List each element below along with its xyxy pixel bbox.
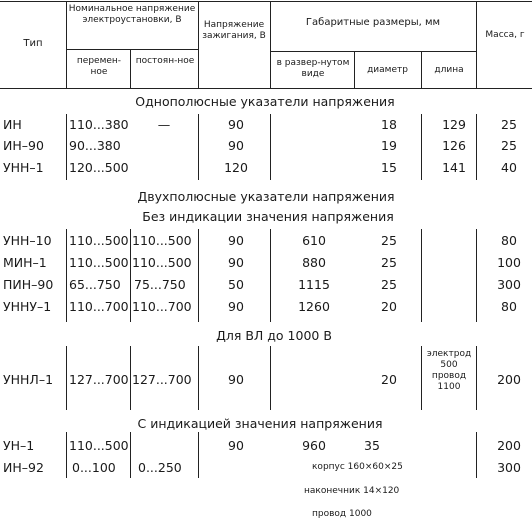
header-mass: Масса, г: [485, 30, 525, 40]
cell-dc: 75...750: [134, 277, 186, 292]
header-type: Тип: [23, 38, 43, 49]
col-rule-1: [66, 1, 67, 89]
cell-type: ПИН–90: [3, 277, 54, 292]
header-ignition: Напряжение зажигания, В: [202, 20, 266, 41]
cell-unfolded: 1115: [298, 277, 330, 292]
note-tip: наконечник 14×120: [304, 486, 400, 496]
cell-unfolded: 1260: [298, 299, 330, 314]
col-rule-2: [130, 49, 131, 89]
cell-type: ИН–92: [3, 460, 44, 475]
cell-mass: 100: [497, 255, 521, 270]
section-heading-overhead-lines: Для ВЛ до 1000 В: [216, 328, 332, 343]
header-bottom-rule: [0, 88, 532, 89]
cell-mass: 300: [497, 460, 521, 475]
cell-dc: 110...500: [132, 255, 192, 270]
body-rule: [476, 346, 477, 410]
cell-diameter: 35: [364, 438, 380, 453]
col-rule-4: [270, 1, 271, 89]
cell-diameter: 20: [381, 299, 397, 314]
cell-ignition: 90: [228, 117, 244, 132]
cell-type: МИН–1: [3, 255, 47, 270]
body-rule: [66, 114, 67, 180]
cell-dc: 127...700: [132, 372, 192, 387]
cell-diameter: 25: [381, 277, 397, 292]
cell-ignition: 120: [224, 160, 248, 175]
body-rule: [198, 432, 199, 478]
note-wire: провод 1000: [312, 509, 372, 519]
cell-unfolded: 960: [302, 438, 326, 453]
cell-diameter: 19: [381, 138, 397, 153]
cell-mass: 300: [497, 277, 521, 292]
cell-mass: 80: [501, 299, 517, 314]
header-unfolded: в развер-нутом виде: [276, 58, 350, 79]
cell-dc: —: [157, 117, 171, 132]
section-heading-no-indication: Без индикации значения напряжения: [142, 209, 394, 224]
cell-ignition: 90: [228, 372, 244, 387]
col-rule-3: [198, 1, 199, 89]
cell-ac: 90...380: [69, 138, 121, 153]
body-rule: [66, 432, 67, 478]
cell-mass: 200: [497, 438, 521, 453]
cell-type: ИН: [3, 117, 22, 132]
body-rule: [270, 346, 271, 410]
header-sub-rule-2: [270, 51, 476, 52]
cell-mass: 25: [501, 117, 517, 132]
cell-mass: 200: [497, 372, 521, 387]
body-rule: [130, 432, 131, 478]
cell-length-electrode-value: 500: [440, 360, 458, 370]
cell-mass: 40: [501, 160, 517, 175]
cell-ac: 110...500: [69, 438, 129, 453]
body-rule: [476, 432, 477, 478]
col-rule-7: [476, 1, 477, 89]
cell-ac: 110...700: [69, 299, 129, 314]
col-rule-5: [354, 51, 355, 89]
header-top-rule: [0, 1, 532, 2]
body-rule: [66, 346, 67, 410]
body-rule: [421, 346, 422, 410]
cell-type: УН–1: [3, 438, 35, 453]
cell-diameter: 25: [381, 255, 397, 270]
cell-ignition: 50: [228, 277, 244, 292]
cell-ignition: 90: [228, 138, 244, 153]
cell-ignition: 90: [228, 299, 244, 314]
cell-ignition: 90: [228, 233, 244, 248]
cell-mass: 25: [501, 138, 517, 153]
cell-dc: 0...250: [138, 460, 182, 475]
cell-ac: 127...700: [69, 372, 129, 387]
cell-length-electrode: электрод: [426, 349, 472, 359]
cell-diameter: 15: [381, 160, 397, 175]
col-rule-6: [421, 51, 422, 89]
body-rule: [66, 229, 67, 322]
cell-diameter: 25: [381, 233, 397, 248]
body-rule: [270, 114, 271, 180]
cell-ac: 110...500: [69, 255, 129, 270]
cell-ac: 120...500: [69, 160, 129, 175]
header-nominal: Номинальное напряжение электроустановки, В: [68, 4, 196, 25]
cell-ignition: 90: [228, 438, 244, 453]
section-heading-single-pole: Однополюсные указатели напряжения: [135, 94, 395, 109]
cell-ac: 110...380: [69, 117, 129, 132]
cell-ac: 110...500: [69, 233, 129, 248]
body-rule: [421, 114, 422, 180]
header-sub-rule-1: [66, 49, 198, 50]
cell-length: 141: [442, 160, 466, 175]
header-dims: Габаритные размеры, мм: [305, 17, 441, 28]
section-heading-double-pole: Двухполюсные указатели напряжения: [137, 189, 395, 204]
cell-ac: 65...750: [69, 277, 121, 292]
cell-type: УННУ–1: [3, 299, 52, 314]
cell-diameter: 20: [381, 372, 397, 387]
body-rule: [476, 229, 477, 322]
cell-length-wire-value: 1100: [437, 382, 461, 392]
header-ac: перемен-ное: [76, 56, 122, 77]
header-diameter: диаметр: [367, 65, 408, 75]
cell-type: ИН–90: [3, 138, 44, 153]
cell-length: 129: [442, 117, 466, 132]
cell-length: 126: [442, 138, 466, 153]
body-rule: [476, 114, 477, 180]
cell-mass: 80: [501, 233, 517, 248]
cell-ignition: 90: [228, 255, 244, 270]
body-rule: [270, 229, 271, 322]
body-rule: [130, 346, 131, 410]
body-rule: [130, 229, 131, 322]
cell-dc: 110...700: [132, 299, 192, 314]
body-rule: [198, 346, 199, 410]
body-rule: [198, 229, 199, 322]
header-dc: постоян-ное: [135, 56, 195, 66]
header-length: длина: [434, 65, 464, 75]
cell-unfolded: 880: [302, 255, 326, 270]
cell-unfolded: 610: [302, 233, 326, 248]
body-rule: [421, 229, 422, 322]
cell-type: УННЛ–1: [3, 372, 54, 387]
body-rule: [198, 114, 199, 180]
cell-dc: 110...500: [132, 233, 192, 248]
cell-ac: 0...100: [72, 460, 116, 475]
cell-type: УНН–1: [3, 160, 44, 175]
cell-diameter: 18: [381, 117, 397, 132]
section-heading-with-indication: С индикацией значения напряжения: [137, 416, 383, 431]
cell-type: УНН–10: [3, 233, 52, 248]
cell-length-wire: провод: [431, 371, 467, 381]
note-housing: корпус 160×60×25: [312, 462, 403, 472]
